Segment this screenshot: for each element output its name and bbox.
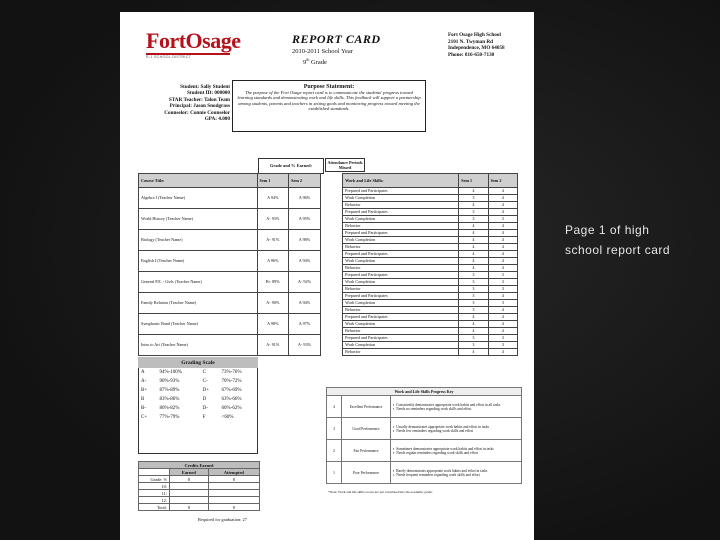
sem1-header: Sem 1	[257, 174, 289, 188]
progress-key-description	[391, 396, 522, 418]
progress-key-score: 4	[327, 396, 342, 418]
skill-name: Work Completion	[343, 216, 459, 223]
column-gap	[320, 188, 342, 209]
skill-sem2: 3	[488, 335, 517, 342]
credits-row	[139, 497, 260, 504]
skill-sem2: 4	[488, 195, 517, 202]
skills-sem1-header: Sem 1	[459, 174, 488, 188]
progress-key-score: 3	[327, 418, 342, 440]
credits-row	[139, 504, 260, 511]
progress-key-score: 2	[327, 440, 342, 462]
bullet-icon: ▪	[393, 472, 395, 477]
sem2-grade: A 94%	[289, 293, 321, 314]
skill-sem1: 3	[459, 300, 488, 307]
grade-number: 9	[303, 59, 307, 67]
credits-attempted	[208, 497, 259, 504]
grade-range: 73%-76%	[221, 370, 242, 375]
bullet-icon: ▪	[393, 446, 395, 451]
skill-sem1: 3	[459, 286, 488, 293]
caption-line-2: school report card	[565, 243, 671, 257]
credits-row	[139, 476, 260, 483]
skill-sem1: 3	[459, 293, 488, 300]
skill-sem1: 4	[459, 265, 488, 272]
skill-sem1: 4	[459, 188, 488, 195]
column-gap	[320, 293, 342, 314]
sem2-grade: A 97%	[289, 314, 321, 335]
school-name: Fort Osage High School	[448, 32, 501, 38]
course-row	[139, 272, 518, 279]
credits-earned	[170, 483, 209, 490]
credits-earned	[170, 490, 209, 497]
course-title: Biology (Teacher Name)	[139, 230, 258, 251]
school-city: Independence, MO 64058	[448, 45, 505, 52]
column-gap	[320, 174, 342, 188]
credits-earned: 8	[170, 476, 209, 483]
course-title: Intro to Art (Teacher Name)	[139, 335, 258, 356]
grading-scale-table	[138, 357, 258, 422]
course-row	[139, 230, 518, 237]
grade-letter: B-	[141, 406, 146, 411]
skill-sem1: 4	[459, 237, 488, 244]
credits-earned	[170, 497, 209, 504]
credits-attempted	[208, 483, 259, 490]
progress-key-label: Fair Performance	[342, 440, 391, 462]
principal: Principal: Jason Snodgrass	[169, 103, 230, 110]
grade-range: 63%-66%	[221, 397, 242, 402]
grading-scale-title: Grading Scale	[138, 357, 258, 368]
credits-attempted: 8	[208, 476, 259, 483]
credits-earned-header: Earned	[170, 469, 209, 476]
skill-name: Prepared and Participates	[343, 335, 459, 342]
sem1-grade: A 96%	[257, 251, 289, 272]
bullet-text: Consistently demonstrates appropriate work habits and effort in all tasks	[396, 402, 501, 407]
progress-key-bullet	[393, 407, 519, 411]
graduation-requirement: Required for graduation: 27	[198, 517, 247, 522]
grades-header-row	[139, 174, 518, 188]
progress-key-row	[327, 440, 522, 462]
skill-sem2: 3	[488, 286, 517, 293]
grade-letter: C+	[141, 415, 148, 420]
credits-attempted	[208, 490, 259, 497]
skill-sem2: 3	[488, 279, 517, 286]
credits-grade: 12:	[161, 497, 167, 503]
grade-range: 77%-79%	[159, 415, 180, 420]
skill-sem2: 4	[488, 188, 517, 195]
skill-name: Work Completion	[343, 279, 459, 286]
logo-wordmark: FortOsage	[146, 28, 241, 53]
column-gap	[320, 272, 342, 293]
grading-scale-title-row	[138, 357, 258, 368]
sem2-grade: A 95%	[289, 209, 321, 230]
school-street: 2101 N. Twyman Rd	[448, 38, 494, 45]
column-gap	[320, 314, 342, 335]
credits-attempted-header: Attempted	[208, 469, 259, 476]
grade-level	[303, 57, 327, 66]
skill-sem1: 3	[459, 216, 488, 223]
course-row	[139, 188, 518, 195]
school-year: 2010-2011 School Year	[292, 48, 353, 55]
grade-letter: A-	[141, 379, 147, 384]
student-name: Student: Sally Student	[180, 84, 230, 90]
skill-sem2: 3	[488, 216, 517, 223]
sem1-grade: A- 90%	[257, 293, 289, 314]
progress-key-title: Work and Life Skills Progress Key	[327, 388, 522, 396]
slide-caption	[565, 220, 705, 260]
progress-key-table	[326, 387, 522, 484]
progress-key-row	[327, 396, 522, 418]
grade-range: 94%-100%	[159, 370, 182, 375]
skill-name: Behavior	[343, 349, 459, 356]
course-title: Algebra I (Teacher Name)	[139, 188, 258, 209]
sem1-grade: A- 91%	[257, 230, 289, 251]
grade-range: <60%	[221, 415, 234, 420]
grade-letter: F	[202, 415, 206, 420]
sem1-grade: B+ 89%	[257, 272, 289, 293]
grades-body	[139, 188, 518, 356]
skill-name: Behavior	[343, 328, 459, 335]
purpose-text: The purpose of the Fort Osage report card is to communicate the students' progress toward learning standards and demonstrating work and life skills. This feedback will support a partnership among students, parents and teachers in setting goals and monitoring progress toward meeting the established standards.	[237, 90, 421, 112]
skill-sem2: 4	[488, 265, 517, 272]
skill-name: Prepared and Participates	[343, 293, 459, 300]
course-title: Family Relation (Teacher Name)	[139, 293, 258, 314]
skill-sem2: 4	[488, 293, 517, 300]
course-row	[139, 335, 518, 342]
skill-sem2: 4	[488, 223, 517, 230]
student-id: Student ID: 000000	[187, 90, 230, 97]
progress-key-label: Poor Performance	[342, 462, 391, 484]
skill-sem2: 4	[488, 230, 517, 237]
progress-key-title-row	[327, 388, 522, 396]
sem1-grade: A 98%	[257, 314, 289, 335]
grade-letter: A	[141, 370, 145, 375]
skill-name: Work Completion	[343, 258, 459, 265]
skill-sem2: 4	[488, 349, 517, 356]
skill-name: Prepared and Participates	[343, 272, 459, 279]
sem2-grade: A 98%	[289, 230, 321, 251]
course-title: General P.E. - Girls (Teacher Name)	[139, 272, 258, 293]
attendance-header: Attendance Periods Missed	[325, 158, 365, 172]
skill-sem2: 4	[488, 202, 517, 209]
skill-name: Behavior	[343, 202, 459, 209]
course-row	[139, 293, 518, 300]
column-gap	[320, 335, 342, 356]
skill-sem1: 3	[459, 195, 488, 202]
grade-range: 70%-72%	[221, 379, 242, 384]
course-title: World History (Teacher Name)	[139, 209, 258, 230]
column-gap	[320, 251, 342, 272]
skill-sem2: 4	[488, 209, 517, 216]
credits-title-row	[139, 462, 260, 469]
purpose-heading: Purpose Statement:	[303, 84, 355, 90]
skill-sem1: 3	[459, 279, 488, 286]
credits-grade: Total:	[156, 504, 167, 510]
skill-name: Work Completion	[343, 342, 459, 349]
grading-scale-row	[138, 386, 258, 395]
school-logo	[146, 28, 241, 70]
sem1-grade: A- 93%	[257, 209, 289, 230]
skill-name: Work Completion	[343, 237, 459, 244]
skill-name: Behavior	[343, 286, 459, 293]
skill-sem1: 4	[459, 223, 488, 230]
sem1-grade: A 94%	[257, 188, 289, 209]
grade-range: 60%-62%	[221, 406, 242, 411]
skill-name: Behavior	[343, 223, 459, 230]
skill-sem1: 3	[459, 307, 488, 314]
column-gap	[320, 230, 342, 251]
credits-grade-cell	[139, 476, 170, 483]
grade-letter: C-	[202, 379, 208, 384]
grading-scale-row	[138, 377, 258, 386]
bullet-text: Needs regular reminders regarding work skills and effort	[396, 450, 478, 455]
progress-key-description	[391, 440, 522, 462]
caption-line-1: Page 1 of high	[565, 223, 650, 237]
report-card-page	[120, 12, 534, 540]
credits-grade: 10:	[161, 483, 167, 489]
sem2-header: Sem 2	[289, 174, 321, 188]
grading-scale-row	[138, 413, 258, 422]
progress-key-label: Good Performance	[342, 418, 391, 440]
grade-range: 80%-82%	[159, 406, 180, 411]
bullet-text: Needs frequent reminders regarding work skills and effort	[396, 472, 480, 477]
credits-title: Credits Earned	[139, 462, 260, 469]
progress-key-score: 1	[327, 462, 342, 484]
skill-sem1: 4	[459, 244, 488, 251]
grade-suffix: th	[306, 57, 310, 62]
skills-header: Work and Life Skills:	[343, 174, 459, 188]
student-info	[144, 84, 230, 122]
grade-letter: D+	[202, 388, 210, 393]
credits-row	[139, 490, 260, 497]
credits-grade: 9:	[163, 476, 167, 482]
skill-sem1: 3	[459, 272, 488, 279]
bullet-text: Sometimes demonstrates appropriate work habits and effort in tasks	[396, 446, 494, 451]
bullet-icon: ▪	[393, 468, 395, 473]
bullet-icon: ▪	[393, 450, 395, 455]
counselor: Counselor: Connie Counselor	[164, 109, 230, 116]
course-title: English I (Teacher Name)	[139, 251, 258, 272]
progress-key-description	[391, 418, 522, 440]
skill-sem1: 4	[459, 349, 488, 356]
grade-range: 83%-86%	[159, 397, 180, 402]
skill-sem2: 4	[488, 237, 517, 244]
bullet-text: Needs few reminders regarding work skills and effort	[396, 428, 474, 433]
progress-key-label: Excellent Performance	[342, 396, 391, 418]
grade-letter: B+	[141, 388, 148, 393]
skill-sem2: 3	[488, 342, 517, 349]
credits-grade-cell	[139, 504, 170, 511]
credits-row	[139, 483, 260, 490]
progress-key-bullet	[393, 429, 519, 433]
grading-scale-row	[138, 368, 258, 377]
grade-range: 87%-89%	[159, 388, 180, 393]
skill-name: Work Completion	[343, 321, 459, 328]
skill-name: Prepared and Participates	[343, 314, 459, 321]
sem2-grade: A 96%	[289, 188, 321, 209]
bullet-text: Rarely demonstrates appropriate work habits and effort in tasks	[396, 468, 488, 473]
skill-sem2: 4	[488, 314, 517, 321]
skill-sem2: 3	[488, 300, 517, 307]
credits-table	[138, 461, 260, 511]
column-gap	[320, 209, 342, 230]
skill-sem2: 3	[488, 272, 517, 279]
skill-name: Prepared and Participates	[343, 188, 459, 195]
skill-sem2: 4	[488, 258, 517, 265]
grade-letter: D	[202, 397, 207, 402]
skill-sem1: 4	[459, 314, 488, 321]
skill-sem1: 4	[459, 251, 488, 258]
logo-subtitle: R-1 SCHOOL DISTRICT	[146, 55, 192, 59]
purpose-statement	[232, 80, 426, 132]
credits-grade-cell	[139, 490, 170, 497]
skill-sem1: 4	[459, 202, 488, 209]
skill-sem1: 4	[459, 321, 488, 328]
skill-sem2: 4	[488, 321, 517, 328]
grade-letter: D-	[202, 406, 208, 411]
credits-grade-cell	[139, 483, 170, 490]
skill-sem2: 4	[488, 328, 517, 335]
bullet-icon: ▪	[393, 424, 395, 429]
credits-grade-label: Grade:	[150, 476, 163, 482]
skill-sem1: 3	[459, 342, 488, 349]
grading-scale-row	[138, 395, 258, 404]
skill-name: Work Completion	[343, 195, 459, 202]
progress-key-bullet	[393, 451, 519, 455]
school-phone: Phone: 816-650-7130	[448, 51, 495, 58]
skill-name: Prepared and Participates	[343, 230, 459, 237]
course-title-header: Course Title:	[139, 174, 258, 188]
course-row	[139, 314, 518, 321]
bullet-text: Usually demonstrates appropriate work habits and effort in tasks	[396, 424, 490, 429]
report-card-title: REPORT CARD	[292, 32, 381, 46]
grade-word: Grade	[311, 59, 327, 67]
skill-name: Behavior	[343, 244, 459, 251]
credits-grade: 11:	[161, 490, 167, 496]
skills-sem2-header: Sem 2	[488, 174, 517, 188]
grade-letter: C	[202, 370, 207, 375]
bullet-icon: ▪	[393, 402, 395, 407]
progress-key-row	[327, 418, 522, 440]
sem2-grade: A- 93%	[289, 335, 321, 356]
sem2-grade: A 94%	[289, 251, 321, 272]
skill-name: Behavior	[343, 307, 459, 314]
grade-earned-header: Grade and % Earned:	[258, 158, 324, 174]
course-row	[139, 251, 518, 258]
star-teacher: STAR Teacher: Talon Team	[168, 96, 230, 103]
skill-name: Work Completion	[343, 300, 459, 307]
skill-sem1: 3	[459, 335, 488, 342]
grade-letter: B	[141, 397, 145, 402]
credits-grade-cell	[139, 497, 170, 504]
skill-name: Prepared and Participates	[343, 209, 459, 216]
bullet-text: Needs no reminders regarding work skills and effort	[396, 406, 472, 411]
sem2-grade: A- 92%	[289, 272, 321, 293]
progress-key-row	[327, 462, 522, 484]
credits-header-row	[139, 469, 260, 476]
bullet-icon: ▪	[393, 406, 395, 411]
bullet-icon: ▪	[393, 428, 395, 433]
skill-sem1: 4	[459, 230, 488, 237]
grade-range: 67%-69%	[221, 388, 242, 393]
progress-key-description	[391, 462, 522, 484]
progress-key-note: *Note: Work and life skills scores are not calculated into the academic grade.	[328, 490, 433, 494]
skill-sem2: 4	[488, 244, 517, 251]
progress-key-bullet	[393, 473, 519, 477]
skill-sem1: 4	[459, 328, 488, 335]
credits-corner	[139, 469, 170, 476]
course-row	[139, 209, 518, 216]
skill-name: Prepared and Participates	[343, 251, 459, 258]
school-address	[448, 32, 505, 58]
skill-sem1: 3	[459, 209, 488, 216]
skill-sem1: 4	[459, 258, 488, 265]
credits-attempted: 8	[208, 504, 259, 511]
sem1-grade: A- 91%	[257, 335, 289, 356]
course-title: Symphonic Band (Teacher Name)	[139, 314, 258, 335]
gpa: GPA: 4.000	[204, 116, 230, 123]
skill-sem2: 4	[488, 251, 517, 258]
credits-earned: 8	[170, 504, 209, 511]
skill-sem2: 4	[488, 307, 517, 314]
grade-range: 90%-93%	[159, 379, 180, 384]
grades-table	[138, 173, 518, 356]
grading-scale-row	[138, 404, 258, 413]
skill-name: Behavior	[343, 265, 459, 272]
